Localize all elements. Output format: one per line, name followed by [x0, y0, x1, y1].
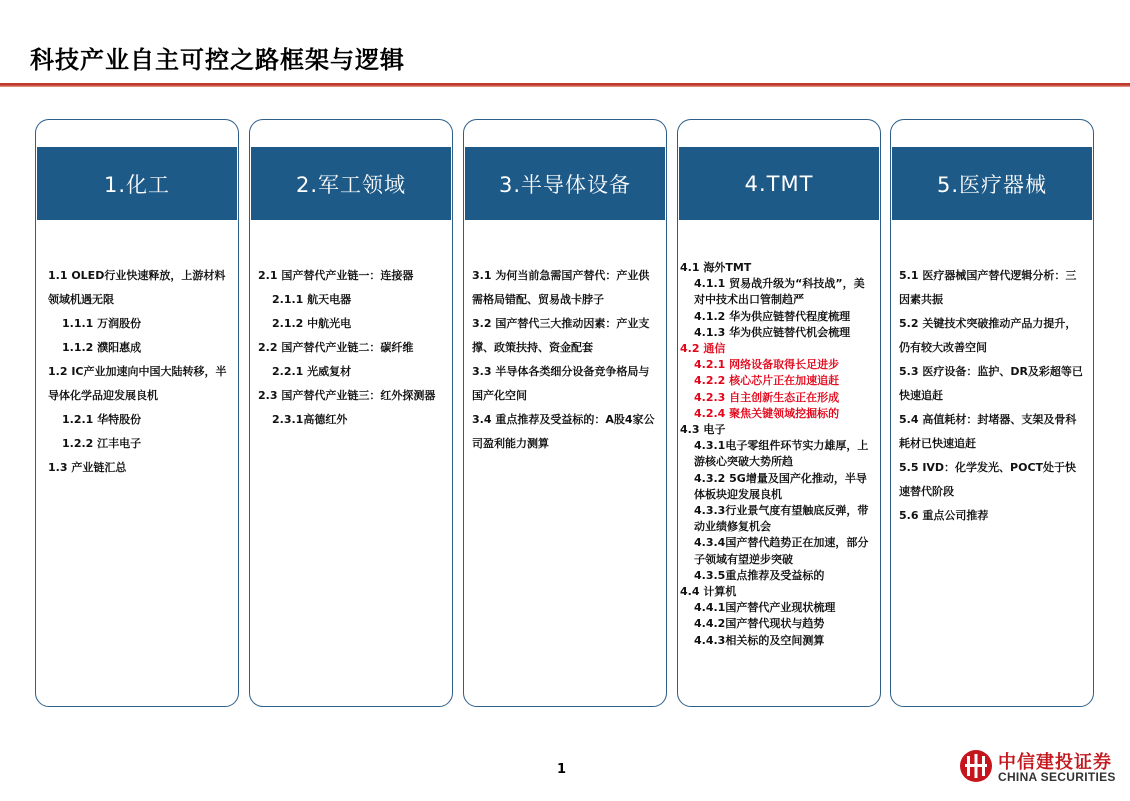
list-item: 1.1 OLED行业快速释放，上游材料领域机遇无限: [48, 269, 226, 306]
list-item: 4.3.4国产替代趋势正在加速，部分子领域有望逆步突破: [694, 536, 869, 566]
card-list: [48, 264, 232, 480]
card-heading: 5.医疗器械: [892, 147, 1092, 220]
list-item: 4.4.1国产替代产业现状梳理: [694, 601, 836, 615]
list-item: 1.2 IC产业加速向中国大陆转移，半导体化学品迎发展良机: [48, 365, 227, 402]
list-item-highlight: 4.2 通信: [680, 342, 726, 356]
list-item: 1.1.2 濮阳惠成: [62, 341, 142, 354]
list-item: 4.3.1电子零组件环节实力雄厚，上游核心突破大势所趋: [694, 439, 869, 469]
list-item: 2.2.1 光威复材: [272, 365, 352, 378]
list-item-highlight: 4.2.3 自主创新生态正在形成: [694, 390, 840, 404]
card-medical: [890, 119, 1094, 707]
list-item: 2.3.1高德红外: [272, 413, 348, 426]
card-list: [680, 260, 874, 649]
list-item: 5.3 医疗设备：监护、DR及彩超等已快速追赶: [899, 365, 1083, 402]
list-item: 3.3 半导体各类细分设备竞争格局与国产化空间: [472, 365, 650, 402]
card-heading: 4.TMT: [679, 147, 879, 220]
card-semiconductor: [463, 119, 667, 707]
list-item-highlight: 4.2.1 网络设备取得长足进步: [694, 358, 840, 372]
list-item: 1.2.2 江丰电子: [62, 437, 142, 450]
list-item: 2.3 国产替代产业链三：红外探测器: [258, 389, 436, 402]
list-item: 2.1.1 航天电器: [272, 293, 352, 306]
list-item: 1.1.1 万润股份: [62, 317, 142, 330]
list-item: 4.1.3 华为供应链替代机会梳理: [694, 325, 851, 339]
logo-text-cn: 中信建投证券: [998, 752, 1112, 773]
list-item: 4.1 海外TMT: [680, 261, 752, 274]
card-list: [472, 264, 660, 456]
card-list: [258, 264, 446, 432]
list-item: 5.4 高值耗材：封堵器、支架及骨科耗材已快速追赶: [899, 413, 1077, 450]
company-logo: [958, 748, 1118, 788]
list-item: 4.1.2 华为供应链替代程度梳理: [694, 309, 851, 323]
list-item: 3.4 重点推荐及受益标的：A股4家公司盈利能力测算: [472, 413, 655, 450]
list-item: 4.3.5重点推荐及受益标的: [694, 568, 825, 582]
card-military: [249, 119, 453, 707]
card-list: [899, 264, 1087, 528]
list-item: 4.3 电子: [680, 423, 726, 437]
china-securities-logo-icon: [958, 748, 994, 784]
page-number: 1: [557, 762, 567, 777]
list-item: 5.1 医疗器械国产替代逻辑分析：三因素共振: [899, 269, 1077, 306]
logo-text-en: CHINA SECURITIES: [998, 770, 1116, 784]
title-divider: [0, 83, 1130, 87]
list-item: 1.3 产业链汇总: [48, 461, 127, 474]
card-chemical: [35, 119, 239, 707]
list-item: 5.5 IVD：化学发光、POCT处于快速替代阶段: [899, 461, 1077, 498]
list-item-highlight: 4.2.4 聚焦关键领域挖掘标的: [694, 406, 840, 420]
list-item: 4.4 计算机: [680, 585, 737, 599]
list-item-highlight: 4.2.2 核心芯片正在加速追赶: [694, 374, 840, 388]
list-item: 4.4.2国产替代现状与趋势: [694, 617, 825, 631]
list-item: 5.2 关键技术突破推动产品力提升，仍有较大改善空间: [899, 317, 1077, 354]
list-item: 4.3.2 5G增量及国产化推动，半导体板块迎发展良机: [694, 471, 867, 501]
list-item: 2.1 国产替代产业链一：连接器: [258, 269, 414, 282]
card-heading: 3.半导体设备: [465, 147, 665, 220]
list-item: 4.4.3相关标的及空间测算: [694, 633, 825, 647]
list-item: 3.1 为何当前急需国产替代：产业供需格局错配、贸易战卡脖子: [472, 269, 650, 306]
list-item: 3.2 国产替代三大推动因素：产业支撑、政策扶持、资金配套: [472, 317, 650, 354]
list-item: 4.1.1 贸易战升级为“科技战”，美对中技术出口管制趋严: [694, 277, 865, 307]
card-heading: 1.化工: [37, 147, 237, 220]
card-tmt: [677, 119, 881, 707]
list-item: 4.3.3行业景气度有望触底反弹，带动业绩修复机会: [694, 504, 869, 534]
list-item: 5.6 重点公司推荐: [899, 509, 989, 522]
card-heading: 2.军工领域: [251, 147, 451, 220]
page-title: 科技产业自主可控之路框架与逻辑: [30, 45, 405, 74]
list-item: 2.2 国产替代产业链二：碳纤维: [258, 341, 414, 354]
list-item: 1.2.1 华特股份: [62, 413, 142, 426]
list-item: 2.1.2 中航光电: [272, 317, 352, 330]
